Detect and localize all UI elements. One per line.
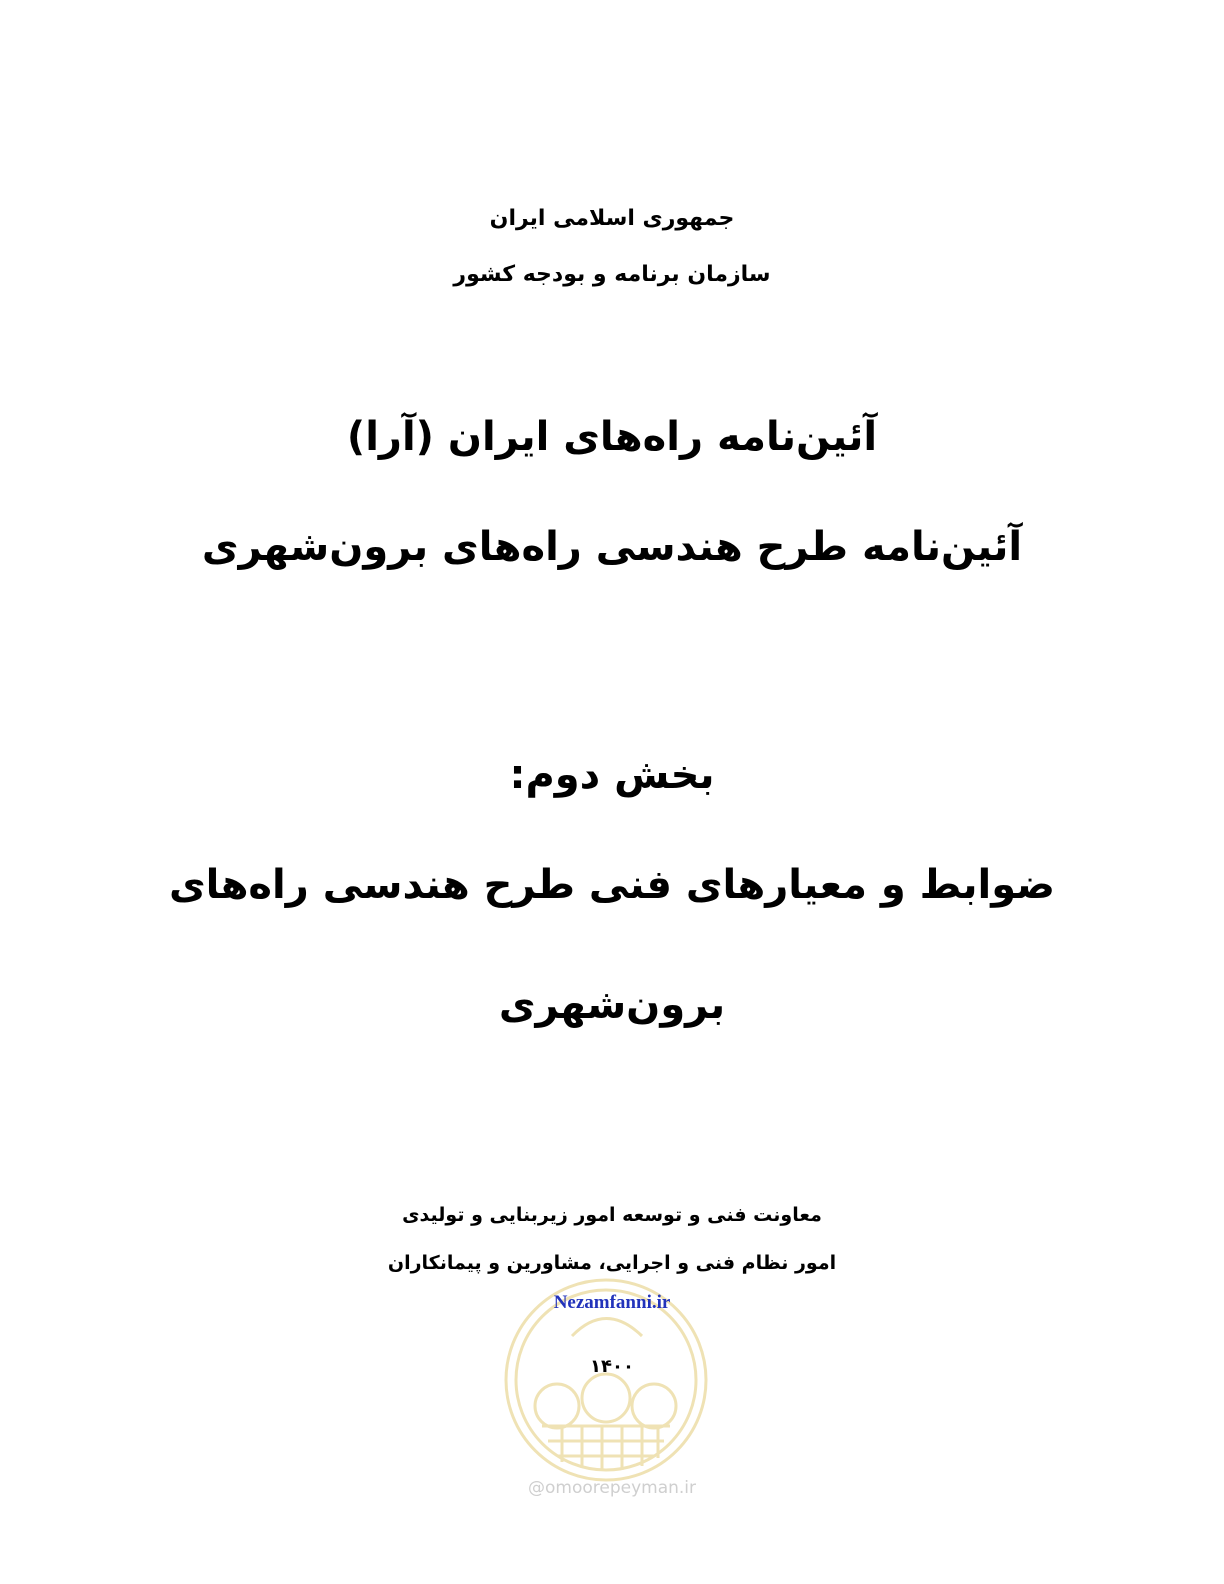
part-title-line-1: ضوابط و معیارهای فنی طرح هندسی راه‌های: [169, 862, 1055, 908]
department-name: امور نظام فنی و اجرایی، مشاورین و پیمانکاران: [387, 1252, 837, 1274]
watermark-text: [0, 1478, 1224, 1498]
country-name: جمهوری اسلامی ایران: [489, 206, 735, 231]
document-title: آئین‌نامه راه‌های ایران (آرا): [346, 414, 878, 460]
at-icon: @: [527, 1478, 545, 1498]
organization-name: سازمان برنامه و بودجه کشور: [453, 262, 771, 287]
deputy-name: معاونت فنی و توسعه امور زیربنایی و تولیدی: [402, 1204, 822, 1226]
document-subtitle: آئین‌نامه طرح هندسی راه‌های برون‌شهری: [201, 524, 1023, 570]
part-label: بخش دوم:: [509, 752, 715, 798]
part-title-line-2: برون‌شهری: [498, 982, 726, 1028]
website-link[interactable]: Nezamfanni.ir: [553, 1292, 671, 1313]
watermark-label: omoorepeyman.ir: [544, 1478, 697, 1498]
publication-year: ۱۴۰۰: [590, 1356, 634, 1377]
